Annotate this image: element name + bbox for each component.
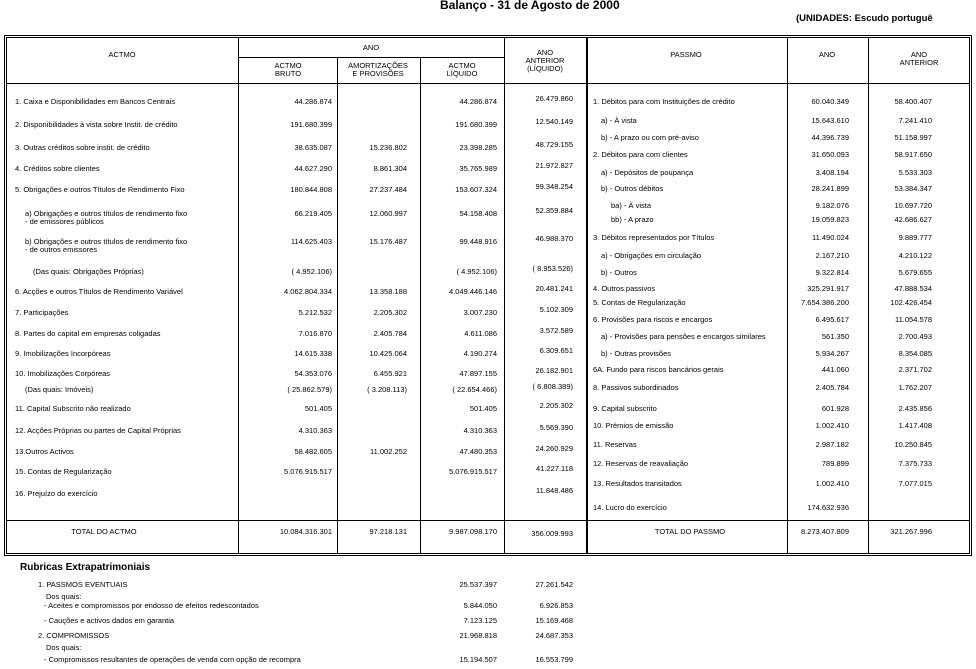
extra-row-label: - Compromissos resultantes de operações de venda com opção de recompra	[44, 655, 301, 664]
actmo-liquido-value: 54.158.408	[459, 209, 497, 218]
header-ano: ANO	[362, 43, 380, 52]
passmo-total-anterior: 321.267.996	[890, 527, 932, 536]
actmo-row-label: 13.Outros Activos	[15, 447, 74, 456]
passmo-row-label: b) - A prazo ou com pré-aviso	[601, 133, 699, 142]
outer-border-right-inner	[969, 37, 970, 554]
actmo-liquido-value: 47.480.353	[459, 447, 497, 456]
actmo-anterior-value: 5.102.309	[539, 305, 573, 314]
actmo-amort-value: 6.455.921	[373, 369, 407, 378]
passmo-anterior-value: 53.384.347	[894, 184, 932, 193]
actmo-anterior-value: 12.540.149	[535, 117, 573, 126]
actmo-total-label: TOTAL DO ACTMO	[71, 527, 137, 536]
passmo-row-label: 9. Capital subscrito	[593, 404, 657, 413]
extra-anterior-value: 27.261.542	[535, 580, 573, 589]
passmo-ano-value: 441.060	[821, 365, 849, 374]
actmo-total-bruto: 10.084.316.301	[279, 527, 332, 536]
passmo-ano-value: 1.002.410	[815, 421, 849, 430]
header-ano-anterior: ANTERIOR	[899, 58, 939, 67]
actmo-row-label: 12. Acções Próprias ou partes de Capital Próprias	[15, 426, 181, 435]
actmo-bruto-value: ( 25.862.579)	[287, 385, 332, 394]
passmo-row-label: a) - À vista	[601, 116, 637, 125]
extra-row-label: 2. COMPROMISSOS	[38, 631, 110, 640]
actmo-row-label: 2. Disponibilidades à vista sobre Instit. de crédito	[15, 120, 178, 129]
extra-row-label: Dos quais:	[46, 592, 82, 601]
actmo-bruto-value: 58.482.605	[294, 447, 332, 456]
actmo-anterior-value: 26.182.901	[535, 366, 573, 375]
passmo-row-label: 13. Resultados transitados	[593, 479, 682, 488]
actmo-liquido-value: 4.310.363	[463, 426, 497, 435]
actmo-amort-value: 15.236.802	[369, 143, 407, 152]
actmo-row-label: 5. Obrigações e outros Títulos de Rendimento Fixo	[15, 185, 185, 194]
outer-border-bottom	[4, 555, 972, 556]
actmo-amort-value: 13.358.188	[369, 287, 407, 296]
passmo-ano-value: 2.167.210	[815, 251, 849, 260]
passmo-ano-value: 9.322.814	[815, 268, 849, 277]
passmo-total-label: TOTAL DO PASSMO	[654, 527, 726, 536]
header-ano-anterior-liquido: ANO	[536, 48, 554, 57]
passmo-row-label: a) - Obrigações em circulação	[601, 251, 702, 260]
extra-row-label: - Cauções e activos dados em garantia	[44, 616, 175, 625]
passmo-anterior-value: 7.241.410	[898, 116, 932, 125]
actmo-liquido-value: 4.190.274	[463, 349, 497, 358]
actmo-bruto-value: 180.844.808	[290, 185, 332, 194]
actmo-bruto-value: 38.635.087	[294, 143, 332, 152]
header-amortizacoes: AMORTIZAÇÕES	[348, 61, 408, 70]
actmo-row-label: 9. Imobilizações Incorpóreas	[15, 349, 111, 358]
extra-row-label: - Aceites e compromissos por endosso de efeitos redescontados	[44, 601, 259, 610]
column-rule	[420, 57, 421, 554]
total-rule	[6, 520, 970, 521]
actmo-liquido-value: ( 22.654.466)	[452, 385, 497, 394]
passmo-ano-value: 28.241.899	[811, 184, 849, 193]
actmo-bruto-value: 4.062.804.334	[284, 287, 332, 296]
passmo-anterior-value: 9.889.777	[898, 233, 932, 242]
actmo-bruto-value: 5.076.915.517	[284, 467, 332, 476]
actmo-liquido-value: 44.286.874	[459, 97, 497, 106]
column-rule	[337, 57, 338, 554]
outer-border-left	[4, 35, 5, 556]
actmo-row-label: 16. Prejuízo do exercício	[15, 489, 98, 498]
passmo-anterior-value: 102.426.454	[890, 298, 932, 307]
passmo-row-label: 2. Débitos para com clientes	[593, 150, 688, 159]
actmo-bruto-value: 5.212.532	[298, 308, 332, 317]
actmo-bruto-value: 7.016.870	[298, 329, 332, 338]
passmo-ano-value: 19.059.823	[811, 215, 849, 224]
actmo-liquido-value: ( 4.952.106)	[456, 267, 497, 276]
actmo-amort-value: 27.237.484	[369, 185, 407, 194]
actmo-amort-value: 8.861.304	[373, 164, 407, 173]
passmo-anterior-value: 1.417.408	[898, 421, 932, 430]
passmo-row-label: 3. Débitos representados por Títulos	[593, 233, 715, 242]
actmo-anterior-value: 2.205.302	[539, 401, 573, 410]
actmo-anterior-value: 41.227.118	[536, 464, 573, 473]
passmo-anterior-value: 58.917.650	[894, 150, 932, 159]
header-rule	[6, 83, 970, 84]
passmo-anterior-value: 7.375.733	[898, 459, 932, 468]
passmo-row-label: 6. Provisões para riscos e encargos	[593, 315, 713, 324]
passmo-ano-value: 44.396.739	[811, 133, 849, 142]
actmo-bruto-value: 4.310.363	[298, 426, 332, 435]
outer-border-top-inner	[6, 37, 970, 38]
passmo-row-label: a) - Provisões para pensões e encargos similares	[601, 332, 766, 341]
passmo-ano-value: 3.408.194	[815, 168, 849, 177]
actmo-liquido-value: 501.405	[469, 404, 497, 413]
passmo-anterior-value: 51.158.997	[894, 133, 932, 142]
passmo-anterior-value: 47.888.534	[894, 284, 932, 293]
actmo-anterior-value: 5.569.390	[539, 423, 573, 432]
actmo-bruto-value: 191.680.399	[290, 120, 332, 129]
actmo-total-anterior: 356.009.993	[531, 529, 573, 538]
actmo-anterior-value: 46.988.370	[535, 234, 573, 243]
units-label: (UNIDADES: Escudo portuguê	[796, 13, 933, 24]
actmo-bruto-value: 114.625.403	[290, 237, 332, 246]
passmo-row-label: 4. Outros passivos	[593, 284, 656, 293]
actmo-row-label: 15. Contas de Regularização	[15, 467, 112, 476]
actmo-liquido-value: 191.680.399	[455, 120, 497, 129]
header-actmo-bruto: ACTMO	[274, 61, 302, 70]
actmo-bruto-value: 501.405	[304, 404, 332, 413]
actmo-amort-value: ( 3.208.113)	[367, 385, 407, 394]
passmo-row-label: 5. Contas de Regularização	[593, 298, 686, 307]
header-ano-anterior-liquido: (LÍQUIDO)	[527, 64, 563, 73]
passmo-anterior-value: 11.054.578	[895, 315, 932, 324]
passmo-row-label: b) - Outros débitos	[601, 184, 664, 193]
actmo-liquido-value: 47.897.155	[459, 369, 497, 378]
actmo-bruto-value: 54.353.076	[294, 369, 332, 378]
passmo-ano-value: 561.350	[821, 332, 849, 341]
header-actmo-liquido: ACTMO	[448, 61, 476, 70]
actmo-row-label: (Das quais: Imóveis)	[25, 385, 94, 394]
actmo-amort-value: 2.205.302	[373, 308, 407, 317]
actmo-bruto-value: 66.219.405	[294, 209, 332, 218]
actmo-amort-value: 15.176.487	[369, 237, 407, 246]
passmo-anterior-value: 42.686.627	[894, 215, 932, 224]
passmo-row-label: 14. Lucro do exercício	[593, 503, 667, 512]
actmo-row-label: b) Obrigações e outros títulos de rendimento fixo	[25, 237, 188, 246]
header-ano-anterior-liquido: ANTERIOR	[525, 56, 565, 65]
passmo-anterior-value: 7.077.015	[898, 479, 932, 488]
actmo-row-label: - de outros emissores	[25, 245, 98, 254]
actmo-liquido-value: 99.448.916	[459, 237, 497, 246]
actmo-total-amort: 97.218.131	[369, 527, 407, 536]
passmo-ano-value: 2.405.784	[815, 383, 849, 392]
actmo-amort-value: 10.425.064	[369, 349, 407, 358]
actmo-anterior-value: 3.572.589	[539, 326, 573, 335]
passmo-row-label: 6A. Fundo para riscos bancários gerais	[593, 365, 724, 374]
actmo-liquido-value: 23.398.285	[459, 143, 497, 152]
actmo-anterior-value: 11.848.486	[536, 486, 573, 495]
header-amortizacoes: E PROVISÕES	[352, 69, 404, 78]
actmo-row-label: 3. Outras créditos sobre instit. de crédito	[15, 143, 150, 152]
extra-row-label: 1. PASSMOS EVENTUAIS	[38, 580, 128, 589]
actmo-amort-value: 11.002.252	[370, 447, 407, 456]
passmo-ano-value: 9.182.076	[815, 201, 849, 210]
passmo-anterior-value: 2.700.493	[898, 332, 932, 341]
outer-border-right	[971, 35, 972, 556]
extra-ano-value: 5.844.050	[463, 601, 497, 610]
actmo-anterior-value: 20.481.241	[535, 284, 573, 293]
ano-subheader-rule	[238, 57, 504, 58]
passmo-anterior-value: 2.435.856	[898, 404, 932, 413]
header-actmo: ACTMO	[108, 50, 136, 59]
page-title: Balanço - 31 de Agosto de 2000	[440, 0, 620, 12]
passmo-ano-value: 15.643.610	[811, 116, 849, 125]
actmo-bruto-value: 44.286.874	[294, 97, 332, 106]
passmo-anterior-value: 4.210.122	[898, 251, 932, 260]
passmo-anterior-value: 10.250.845	[894, 440, 932, 449]
actmo-bruto-value: 14.615.338	[294, 349, 332, 358]
passmo-anterior-value: 5.533.303	[898, 168, 932, 177]
passmo-total-ano: 8.273.407.809	[801, 527, 849, 536]
actmo-row-label: 1. Caixa e Disponibilidades em Bancos Centrais	[15, 97, 176, 106]
extra-ano-value: 7.123.125	[463, 616, 497, 625]
actmo-liquido-value: 3.007.230	[463, 308, 497, 317]
extra-anterior-value: 6.926.853	[539, 601, 573, 610]
actmo-anterior-value: 21.972.827	[535, 161, 573, 170]
column-rule	[787, 37, 788, 554]
passmo-ano-value: 2.987.182	[815, 440, 849, 449]
actmo-amort-value: 2.405.784	[373, 329, 407, 338]
passmo-ano-value: 601.928	[821, 404, 849, 413]
actmo-anterior-value: 6.309.651	[539, 346, 573, 355]
column-rule	[868, 37, 869, 554]
extra-ano-value: 25.537.397	[459, 580, 497, 589]
passmo-ano-value: 7.654.386.200	[801, 298, 849, 307]
actmo-row-label: - de emissores públicos	[25, 217, 104, 226]
extra-anterior-value: 16.553.799	[535, 655, 573, 664]
extra-ano-value: 21.968.818	[459, 631, 497, 640]
actmo-anterior-value: ( 8.953.526)	[532, 264, 573, 273]
actmo-row-label: 6. Acções e outros Títulos de Rendimento Variável	[15, 287, 183, 296]
header-passmo: PASSMO	[670, 50, 702, 59]
header-ano-anterior: ANO	[910, 50, 928, 59]
extra-anterior-value: 15.169.468	[535, 616, 573, 625]
extra-row-label: Dos quais:	[46, 643, 82, 652]
extra-ano-value: 15.194.507	[459, 655, 497, 664]
actmo-row-label: 11. Capital Subscrito não realizado	[15, 404, 131, 413]
header-actmo-bruto: BRUTO	[274, 69, 302, 78]
passmo-anterior-value: 10.697.720	[894, 201, 932, 210]
actmo-row-label: (Das quais: Obrigações Próprias)	[33, 267, 144, 276]
outer-border-top	[4, 35, 972, 36]
actmo-row-label: 8. Partes do capital em empresas coligadas	[15, 329, 161, 338]
passmo-anterior-value: 2.371.702	[898, 365, 932, 374]
passmo-anterior-value: 58.400.407	[894, 97, 932, 106]
actmo-total-liquido: 9.987.098.170	[449, 527, 497, 536]
passmo-row-label: 10. Prémios de emissão	[593, 421, 674, 430]
passmo-ano-value: 174.632.936	[807, 503, 849, 512]
passmo-ano-value: 11.490.024	[812, 233, 849, 242]
extra-title: Rubricas Extrapatrimoniais	[20, 562, 151, 573]
actmo-row-label: 10. Imobilizações Corpóreas	[15, 369, 111, 378]
passmo-ano-value: 31.650.093	[811, 150, 849, 159]
actmo-anterior-value: 52.359.884	[535, 206, 573, 215]
passmo-row-label: bb) - A prazo	[611, 215, 654, 224]
passmo-anterior-value: 1.762.207	[898, 383, 932, 392]
actmo-anterior-value: 26.479.860	[535, 94, 573, 103]
extra-anterior-value: 24.687.353	[535, 631, 573, 640]
passmo-row-label: a) - Depósitos de poupança	[601, 168, 694, 177]
actmo-row-label: 7. Participações	[15, 308, 69, 317]
passmo-row-label: ba) - À vista	[611, 201, 652, 210]
actmo-liquido-value: 35.765.989	[459, 164, 497, 173]
outer-border-bottom-inner	[6, 553, 970, 554]
actmo-amort-value: 12.060.997	[369, 209, 407, 218]
actmo-row-label: 4. Créditos sobre clientes	[15, 164, 100, 173]
column-rule	[238, 37, 239, 554]
actmo-anterior-value: 48.729.155	[535, 140, 573, 149]
passmo-row-label: 11. Reservas	[593, 440, 637, 449]
passmo-anterior-value: 8.354.085	[898, 349, 932, 358]
column-rule	[504, 37, 505, 554]
header-actmo-liquido: LÍQUIDO	[446, 69, 478, 78]
passmo-row-label: 1. Débitos para com Instituições de crédito	[593, 97, 735, 106]
actmo-anterior-value: ( 6.808.389)	[532, 382, 573, 391]
actmo-anterior-value: 24.260.929	[535, 444, 573, 453]
header-ano-passmo: ANO	[818, 50, 836, 59]
passmo-ano-value: 60.040.349	[811, 97, 849, 106]
passmo-row-label: 12. Reservas de reavaliação	[593, 459, 689, 468]
middle-divider-inner	[587, 37, 588, 554]
passmo-row-label: 8. Passivos subordinados	[593, 383, 679, 392]
actmo-liquido-value: 5.076.915.517	[449, 467, 497, 476]
passmo-anterior-value: 5.679.655	[898, 268, 932, 277]
passmo-row-label: b) - Outros	[601, 268, 637, 277]
passmo-row-label: b) - Outras provisões	[601, 349, 672, 358]
actmo-bruto-value: 44.627.290	[294, 164, 332, 173]
outer-border-left-inner	[6, 37, 7, 554]
actmo-liquido-value: 153.607.324	[455, 185, 497, 194]
actmo-row-label: a) Obrigações e outros títulos de rendimento fixo	[25, 209, 188, 218]
passmo-ano-value: 325.291.917	[807, 284, 849, 293]
passmo-ano-value: 1.002.410	[815, 479, 849, 488]
actmo-anterior-value: 99.348.254	[535, 182, 573, 191]
passmo-ano-value: 6.495.617	[815, 315, 849, 324]
actmo-bruto-value: ( 4.952.106)	[291, 267, 332, 276]
passmo-ano-value: 5.934.267	[815, 349, 849, 358]
passmo-ano-value: 789.899	[821, 459, 849, 468]
actmo-liquido-value: 4.611.086	[464, 329, 497, 338]
actmo-liquido-value: 4.049.446.146	[449, 287, 497, 296]
